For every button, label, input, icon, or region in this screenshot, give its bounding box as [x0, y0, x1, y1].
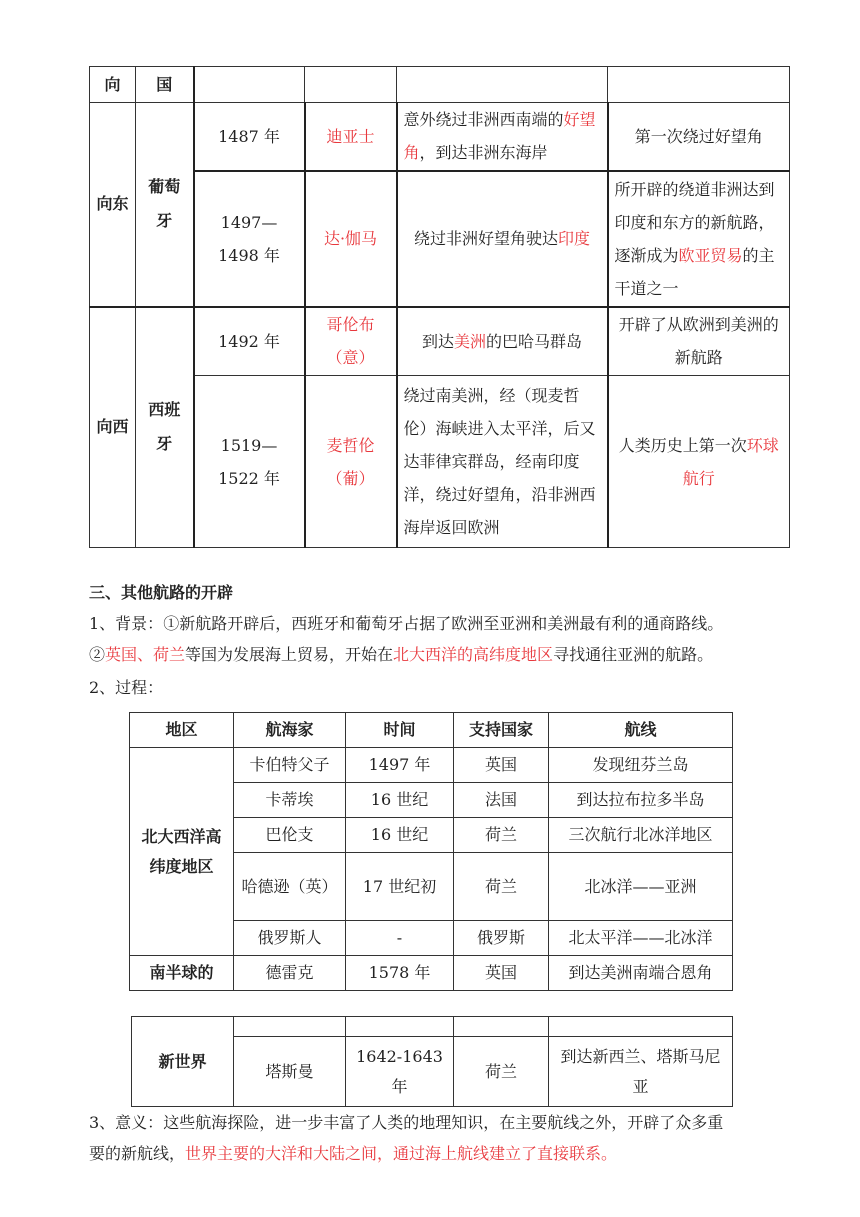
- table-cell: 17 世纪初: [346, 853, 454, 921]
- header-region: 地区: [130, 713, 234, 748]
- table-cell: 到达美洲南端合恩角: [549, 956, 733, 991]
- navigator-cell: 麦哲伦（葡）: [305, 376, 397, 548]
- table-cell: 16 世纪: [346, 818, 454, 853]
- result-cell: 第一次绕过好望角: [608, 103, 790, 171]
- meaning-line-1: 3、意义：这些航海探险，进一步丰富了人类的地理知识，在主要航线之外，开辟了众多重: [89, 1113, 724, 1132]
- result-cell: 人类历史上第一次环球航行: [608, 376, 790, 548]
- result-cell: 所开辟的绕道非洲达到印度和东方的新航路，逐渐成为欧亚贸易的主干道之一: [608, 171, 790, 307]
- region-new-world: 新世界: [132, 1017, 234, 1107]
- table-cell: 巴伦支: [234, 818, 346, 853]
- time-cell: 1492 年: [194, 307, 305, 376]
- route-cell: 意外绕过非洲西南端的好望角，到达非洲东海岸: [397, 103, 608, 171]
- table-cell: 到达新西兰、塔斯马尼亚: [549, 1037, 733, 1107]
- table-cell: 荷兰: [454, 853, 549, 921]
- table-cell: 塔斯曼: [234, 1037, 346, 1107]
- header-cell-country: 国: [136, 67, 194, 103]
- background-line-2: ②英国、荷兰等国为发展海上贸易，开始在北大西洋的高纬度地区寻找通往亚洲的航路。: [89, 645, 714, 664]
- header-navigator: 航海家: [234, 713, 346, 748]
- time-cell: 1519—1522 年: [194, 376, 305, 548]
- header-country: 支持国家: [454, 713, 549, 748]
- voyages-table: [89, 66, 790, 548]
- direction-west: 向西: [90, 307, 136, 548]
- other-routes-table: [129, 712, 733, 991]
- table-cell: 卡蒂埃: [234, 783, 346, 818]
- process-label: 2、过程：: [89, 678, 164, 697]
- table-cell: 哈德逊（英）: [234, 853, 346, 921]
- time-cell: 1497—1498 年: [194, 171, 305, 307]
- region-north-atlantic: 北大西洋高纬度地区: [130, 748, 234, 956]
- new-world-table: [131, 1016, 733, 1107]
- navigator-cell: 达·伽马: [305, 171, 397, 307]
- meaning-line-2: 要的新航线，世界主要的大洋和大陆之间，通过海上航线建立了直接联系。: [89, 1144, 618, 1163]
- table-cell: 1497 年: [346, 748, 454, 783]
- route-cell: 到达美洲的巴哈马群岛: [397, 307, 608, 376]
- table-cell: 发现纽芬兰岛: [549, 748, 733, 783]
- table-cell: 法国: [454, 783, 549, 818]
- table-cell: 1642-1643 年: [346, 1037, 454, 1107]
- country-spain: 西班牙: [136, 307, 194, 548]
- region-southern-hemisphere: 南半球的: [130, 956, 234, 991]
- table-cell: 荷兰: [454, 1037, 549, 1107]
- table-cell: 荷兰: [454, 818, 549, 853]
- header-time: 时间: [346, 713, 454, 748]
- table-cell: 英国: [454, 748, 549, 783]
- table-cell: 英国: [454, 956, 549, 991]
- route-cell: 绕过南美洲，经（现麦哲伦）海峡进入太平洋，后又达菲律宾群岛，经南印度洋，绕过好望角，沿非洲西海岸返回欧洲: [397, 376, 608, 548]
- table-cell: 德雷克: [234, 956, 346, 991]
- table-cell: 俄罗斯: [454, 921, 549, 956]
- route-cell: 绕过非洲好望角驶达印度: [397, 171, 608, 307]
- navigator-cell: 哥伦布（意）: [305, 307, 397, 376]
- section-title: 三、其他航路的开辟: [89, 583, 234, 602]
- table-cell: 北太平洋——北冰洋: [549, 921, 733, 956]
- header-cell-dir: 向: [90, 67, 136, 103]
- direction-east: 向东: [90, 103, 136, 307]
- table-cell: 1578 年: [346, 956, 454, 991]
- country-portugal: 葡萄牙: [136, 103, 194, 307]
- background-line-1: 1、背景：①新航路开辟后，西班牙和葡萄牙占据了欧洲至亚洲和美洲最有利的通商路线。: [89, 614, 724, 633]
- table-cell: 三次航行北冰洋地区: [549, 818, 733, 853]
- time-cell: 1487 年: [194, 103, 305, 171]
- table-cell: 俄罗斯人: [234, 921, 346, 956]
- header-route: 航线: [549, 713, 733, 748]
- table-cell: 16 世纪: [346, 783, 454, 818]
- result-cell: 开辟了从欧洲到美洲的新航路: [608, 307, 790, 376]
- table-cell: -: [346, 921, 454, 956]
- table-cell: 北冰洋——亚洲: [549, 853, 733, 921]
- table-cell: 卡伯特父子: [234, 748, 346, 783]
- navigator-cell: 迪亚士: [305, 103, 397, 171]
- table-cell: 到达拉布拉多半岛: [549, 783, 733, 818]
